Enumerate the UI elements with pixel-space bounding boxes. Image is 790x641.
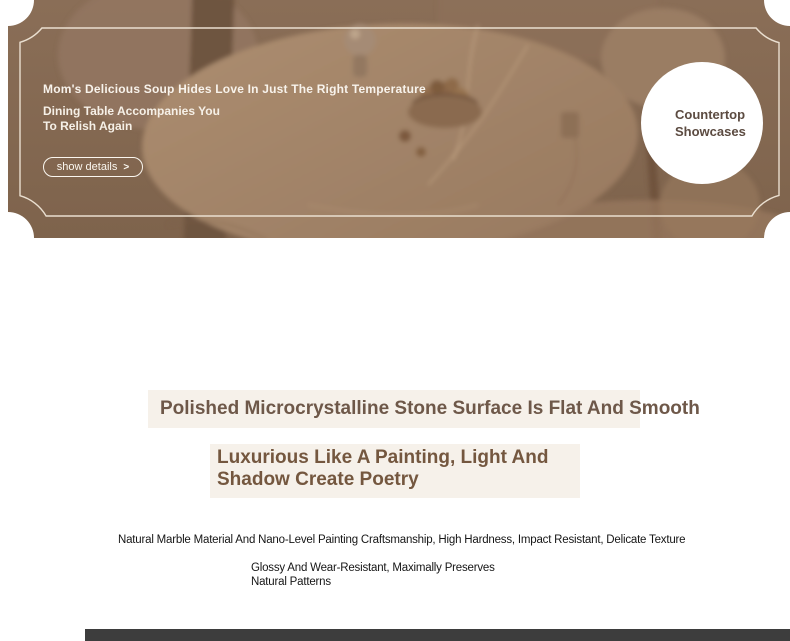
feature-description-line: Natural Marble Material And Nano-Level Painting Craftsmanship, High Hardness, Impact Resistant, Delicate Texture (118, 534, 686, 546)
feature-description-block: Glossy And Wear-Resistant, Maximally Preserves Natural Patterns (251, 562, 495, 588)
badge-label: Countertop Showcases (675, 107, 746, 139)
show-details-button[interactable] (43, 157, 143, 177)
chevron-right-icon: > (123, 161, 130, 173)
hero-banner (8, 0, 790, 238)
show-details-label: show details (56, 161, 118, 173)
next-section-strip (85, 629, 790, 641)
hero-subline: Dining Table Accompanies You To Relish Again (43, 104, 220, 133)
primary-heading: Polished Microcrystalline Stone Surface Is Flat And Smooth (160, 398, 700, 419)
secondary-heading: Luxurious Like A Painting, Light And Shadow Create Poetry (217, 447, 549, 490)
hero-headline: Mom's Delicious Soup Hides Love In Just The Right Temperature (43, 82, 426, 96)
countertop-showcases-badge (641, 62, 763, 184)
